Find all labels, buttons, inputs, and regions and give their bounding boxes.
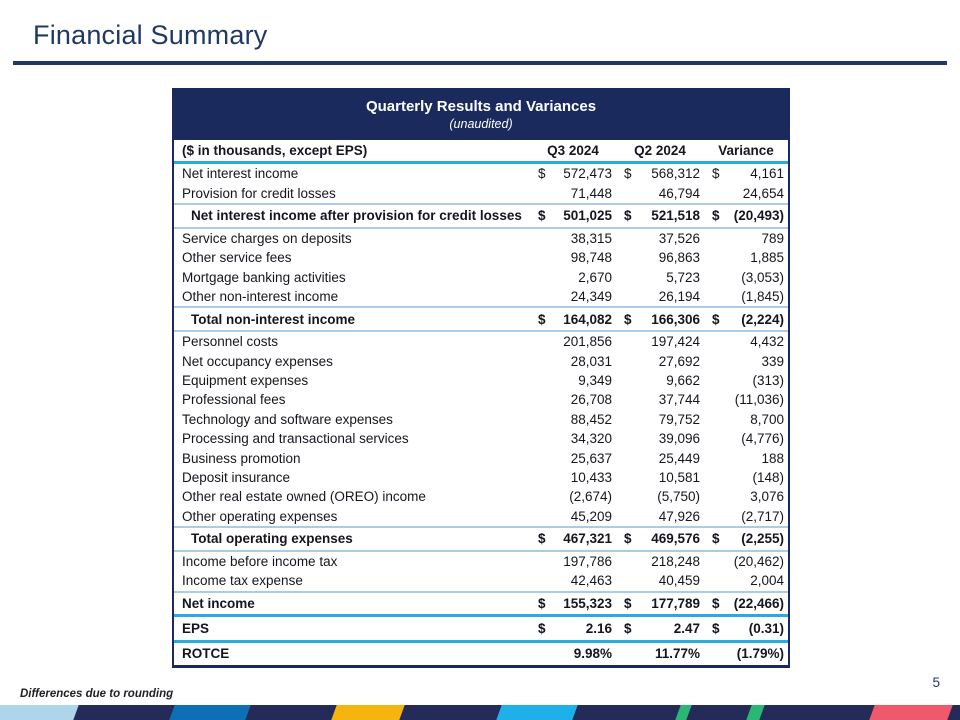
value-text: 572,473 [563, 166, 612, 182]
row-value [704, 312, 788, 327]
row-value [530, 621, 616, 636]
row-value [704, 431, 788, 446]
value-text: 197,424 [651, 334, 700, 350]
value-text: 218,248 [651, 553, 700, 569]
value-text: (4,776) [741, 431, 784, 447]
row-value [616, 334, 704, 349]
table-row [174, 164, 788, 183]
row-value [704, 373, 788, 388]
row-value [616, 373, 704, 388]
row-label: Technology and software expenses [182, 411, 393, 427]
row-label: Other operating expenses [182, 508, 338, 524]
row-value [704, 270, 788, 285]
value-text: 568,312 [651, 166, 700, 182]
row-value [530, 208, 616, 223]
row-value [530, 412, 616, 427]
row-value [530, 289, 616, 304]
financial-table [172, 88, 790, 668]
row-label: Other service fees [182, 250, 292, 266]
table-row [174, 591, 788, 618]
row-value [704, 231, 788, 246]
currency-symbol: $ [538, 620, 546, 636]
table-row [174, 248, 788, 267]
value-text: 37,526 [658, 230, 700, 246]
table-row [174, 552, 788, 571]
value-text: 71,448 [570, 185, 612, 201]
table-row [174, 507, 788, 526]
value-text: 1,885 [750, 250, 784, 266]
table-title: Quarterly Results and Variances [365, 98, 597, 116]
row-label: Net interest income [182, 166, 299, 182]
row-value [616, 186, 704, 201]
currency-symbol: $ [624, 208, 632, 224]
value-text: (2,224) [741, 311, 784, 327]
value-text: 188 [761, 450, 784, 466]
value-text: 5,723 [666, 269, 700, 285]
column-header-variance: Variance [718, 143, 774, 158]
table-row [174, 229, 788, 248]
row-value [616, 354, 704, 369]
value-text: 34,320 [570, 431, 612, 447]
value-text: 47,926 [658, 508, 700, 524]
row-label: Equipment expenses [182, 372, 309, 388]
value-text: 39,096 [658, 431, 700, 447]
value-text: 26,194 [658, 288, 700, 304]
table-row [174, 487, 788, 506]
currency-symbol: $ [712, 531, 720, 547]
value-text: 2,004 [750, 573, 784, 589]
row-value [704, 354, 788, 369]
table-row [174, 410, 788, 429]
value-text: 2,670 [578, 269, 612, 285]
row-label: Deposit insurance [182, 469, 291, 485]
row-value [704, 554, 788, 569]
column-header-q3: Q3 2024 [547, 143, 599, 158]
row-value [704, 451, 788, 466]
value-text: 10,581 [658, 469, 700, 485]
row-label: Mortgage banking activities [182, 269, 346, 285]
currency-symbol: $ [712, 620, 720, 636]
value-text: 2.47 [673, 620, 700, 636]
row-value [530, 392, 616, 407]
value-text: (0.31) [748, 620, 784, 636]
row-value [616, 470, 704, 485]
row-value [616, 573, 704, 588]
currency-symbol: $ [538, 166, 546, 182]
row-value [530, 186, 616, 201]
row-value [616, 250, 704, 265]
row-value [704, 392, 788, 407]
row-value [704, 186, 788, 201]
value-text: 42,463 [570, 573, 612, 589]
row-value [704, 646, 788, 661]
value-text: (22,466) [733, 595, 784, 611]
column-header-q2: Q2 2024 [634, 143, 686, 158]
value-text: 46,794 [658, 185, 700, 201]
row-value [704, 470, 788, 485]
currency-symbol: $ [538, 208, 546, 224]
row-value [704, 250, 788, 265]
row-value [704, 489, 788, 504]
row-value [616, 489, 704, 504]
table-row [174, 448, 788, 467]
title-underline [13, 61, 947, 65]
value-text: 2.16 [585, 620, 612, 636]
row-value [530, 531, 616, 546]
value-text: (313) [752, 372, 784, 388]
currency-symbol: $ [538, 311, 546, 327]
value-text: 45,209 [570, 508, 612, 524]
row-value [530, 270, 616, 285]
value-text: 166,306 [651, 311, 700, 327]
table-row [174, 390, 788, 409]
table-row [174, 617, 788, 642]
row-label: Service charges on deposits [182, 230, 352, 246]
row-label: Provision for credit losses [182, 185, 336, 201]
value-text: (20,462) [733, 553, 784, 569]
currency-symbol: $ [624, 166, 632, 182]
row-value [704, 596, 788, 611]
row-value [704, 573, 788, 588]
row-label: Net income [182, 595, 255, 611]
row-label: Other real estate owned (OREO) income [182, 489, 426, 505]
stripe-segment [746, 705, 764, 720]
row-label: Net interest income after provision for credit losses [191, 208, 522, 224]
row-value [616, 509, 704, 524]
value-text: (2,674) [569, 489, 612, 505]
row-value [616, 312, 704, 327]
row-value [616, 646, 704, 661]
row-value [530, 596, 616, 611]
table-row [174, 371, 788, 390]
row-value [616, 289, 704, 304]
row-value [616, 431, 704, 446]
value-text: 8,700 [750, 411, 784, 427]
row-label: Income before income tax [182, 553, 338, 569]
row-value [616, 392, 704, 407]
table-row [174, 643, 788, 665]
row-label: Personnel costs [182, 334, 279, 350]
row-value [530, 373, 616, 388]
currency-symbol: $ [538, 595, 546, 611]
value-text: (1,845) [741, 288, 784, 304]
currency-symbol: $ [538, 531, 546, 547]
stripe-segment [675, 705, 691, 720]
value-text: 37,744 [658, 392, 700, 408]
value-text: (148) [752, 469, 784, 485]
row-value [530, 489, 616, 504]
value-text: 164,082 [563, 311, 612, 327]
table-row [174, 351, 788, 370]
row-value [704, 412, 788, 427]
currency-symbol: $ [624, 595, 632, 611]
table-row [174, 526, 788, 552]
row-label: Processing and transactional services [182, 431, 409, 447]
row-value [616, 596, 704, 611]
unit-label: ($ in thousands, except EPS) [182, 143, 368, 158]
currency-symbol: $ [712, 595, 720, 611]
currency-symbol: $ [712, 311, 720, 327]
row-value [530, 312, 616, 327]
currency-symbol: $ [712, 166, 720, 182]
row-label: Business promotion [182, 450, 301, 466]
currency-symbol: $ [624, 311, 632, 327]
row-value [704, 621, 788, 636]
row-value [616, 231, 704, 246]
table-header-band [174, 90, 788, 140]
value-text: 197,786 [563, 553, 612, 569]
value-text: 96,863 [658, 250, 700, 266]
row-value [530, 509, 616, 524]
value-text: 3,076 [750, 489, 784, 505]
row-value [616, 166, 704, 181]
value-text: 339 [761, 353, 784, 369]
table-column-headers [174, 140, 788, 164]
decorative-bottom-stripe [0, 705, 960, 720]
value-text: 88,452 [570, 411, 612, 427]
row-label: EPS [182, 620, 210, 636]
stripe-segment [869, 705, 952, 720]
table-row [174, 183, 788, 202]
stripe-segment [169, 705, 250, 720]
currency-symbol: $ [624, 531, 632, 547]
value-text: (5,750) [657, 489, 700, 505]
row-value [616, 208, 704, 223]
row-value [530, 646, 616, 661]
table-subtitle: (unaudited) [449, 116, 513, 131]
value-text: 25,637 [570, 450, 612, 466]
row-value [616, 531, 704, 546]
value-text: 26,708 [570, 392, 612, 408]
value-text: 24,349 [570, 288, 612, 304]
page-number: 5 [932, 675, 940, 690]
value-text: 467,321 [563, 531, 612, 547]
value-text: 27,692 [658, 353, 700, 369]
rounding-footnote: Differences due to rounding [20, 688, 174, 700]
value-text: (3,053) [741, 269, 784, 285]
value-text: 4,432 [750, 334, 784, 350]
value-text: 11.77% [654, 646, 700, 662]
value-text: (11,036) [734, 392, 784, 408]
table-row [174, 571, 788, 590]
value-text: 155,323 [563, 595, 612, 611]
stripe-segment [331, 705, 404, 720]
table-row [174, 306, 788, 332]
value-text: (2,717) [741, 508, 784, 524]
value-text: 28,031 [570, 353, 612, 369]
table-row [174, 287, 788, 306]
table-rows [174, 164, 788, 665]
row-label: Income tax expense [182, 573, 303, 589]
row-value [530, 250, 616, 265]
row-value [704, 208, 788, 223]
value-text: 25,449 [658, 450, 700, 466]
row-value [704, 166, 788, 181]
value-text: 4,161 [750, 166, 784, 182]
row-value [530, 554, 616, 569]
value-text: 40,459 [658, 573, 700, 589]
table-row [174, 267, 788, 286]
table-row [174, 429, 788, 448]
row-value [530, 334, 616, 349]
value-text: 469,576 [651, 531, 700, 547]
value-text: 9,349 [578, 372, 612, 388]
value-text: 24,654 [742, 185, 784, 201]
row-value [616, 270, 704, 285]
value-text: 10,433 [570, 469, 612, 485]
row-label: Other non-interest income [182, 288, 339, 304]
value-text: 201,856 [563, 334, 612, 350]
value-text: 9.98% [573, 646, 612, 662]
row-label: Net occupancy expenses [182, 353, 333, 369]
value-text: 521,518 [651, 208, 700, 224]
table-row [174, 332, 788, 351]
value-text: 98,748 [570, 250, 612, 266]
value-text: (2,255) [741, 531, 784, 547]
currency-symbol: $ [624, 620, 632, 636]
table-row [174, 203, 788, 229]
row-value [530, 231, 616, 246]
value-text: (1.79%) [736, 646, 784, 662]
row-value [530, 573, 616, 588]
stripe-segment [496, 705, 577, 720]
row-value [530, 451, 616, 466]
row-value [530, 431, 616, 446]
row-label: Total operating expenses [191, 531, 353, 547]
row-value [616, 412, 704, 427]
currency-symbol: $ [712, 208, 720, 224]
row-label: ROTCE [182, 646, 230, 662]
row-value [616, 451, 704, 466]
value-text: 501,025 [563, 208, 612, 224]
table-row [174, 468, 788, 487]
value-text: (20,493) [733, 208, 784, 224]
row-label: Professional fees [182, 392, 286, 408]
row-value [616, 554, 704, 569]
value-text: 789 [761, 230, 784, 246]
value-text: 9,662 [666, 372, 700, 388]
row-value [530, 166, 616, 181]
row-value [616, 621, 704, 636]
value-text: 177,789 [651, 595, 700, 611]
value-text: 38,315 [570, 230, 612, 246]
row-label: Total non-interest income [191, 311, 356, 327]
row-value [530, 354, 616, 369]
row-value [704, 531, 788, 546]
stripe-segment [0, 705, 79, 720]
value-text: 79,752 [658, 411, 700, 427]
page-title: Financial Summary [33, 20, 268, 50]
row-value [704, 289, 788, 304]
row-value [704, 334, 788, 349]
row-value [704, 509, 788, 524]
row-value [530, 470, 616, 485]
